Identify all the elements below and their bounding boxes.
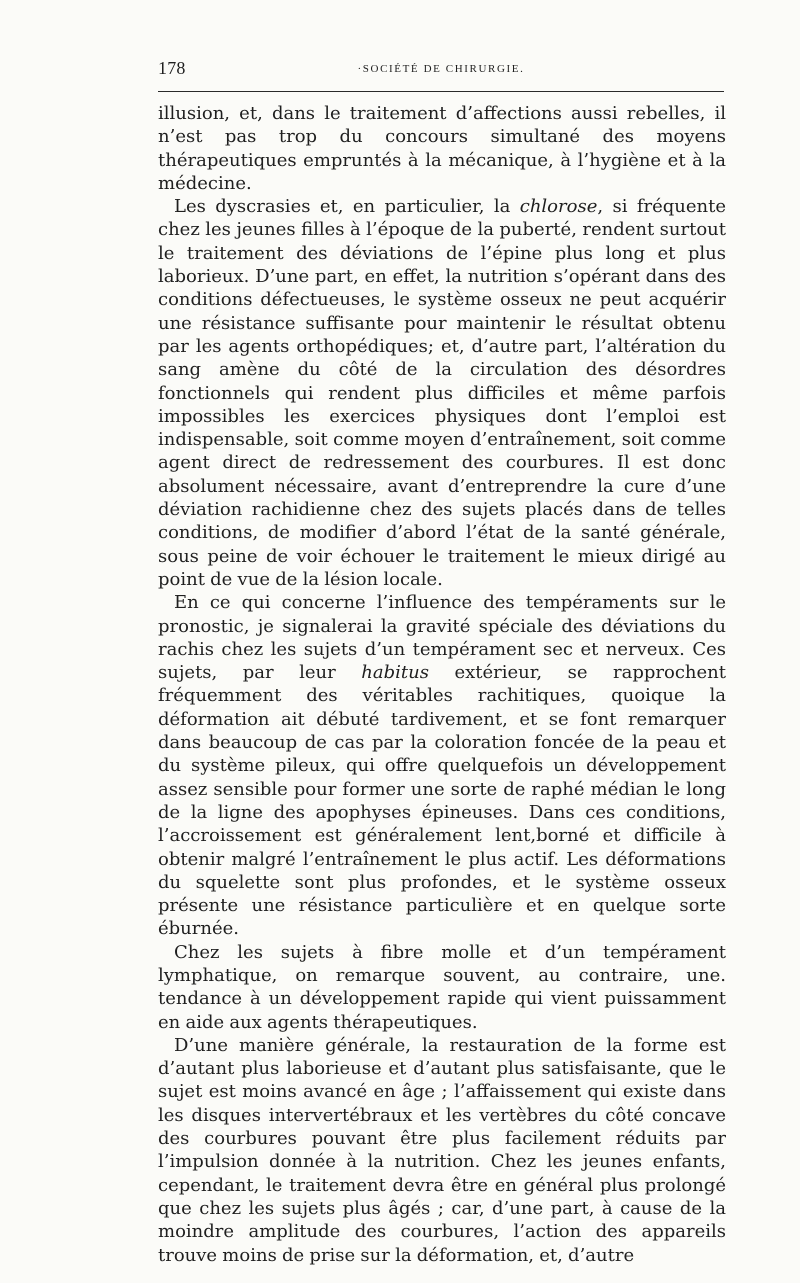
paragraph-4: Chez les sujets à fibre molle et d’un tempérament lymphatique, on remarque souvent, au contraire, une. tendance à un développement rapide qui vient puissamment en aide aux agents thérapeutiques. xyxy=(158,941,726,1033)
paragraph-2: Les dyscrasies et, en particulier, la chlorose, si fréquente chez les jeunes filles à l’époque de la puberté, rendent surtout le traitement des déviations de l’épine plus long et plus laborieux. D’une part, en effet, la nutrition s’opérant dans des conditions défectueuses, le système osseux ne peut acquérir une résistance suffisante pour maintenir le résultat obtenu par les agents orthopédiques; et, d’autre part, l’altération du sang amène du côté de la circulation des désordres fonctionnels qui rendent plus difficiles et même parfois impossibles les exercices physiques dont l’emploi est indispensable, soit comme moyen d’entraînement, soit comme agent direct de redressement des courbures. Il est donc absolument nécessaire, avant d’entreprendre la cure d’une déviation rachidienne chez des sujets placés dans de telles conditions, de modifier d’abord l’état de la santé générale, sous peine de voir échouer le traitement le mieux dirigé au point de vue de la lésion locale. xyxy=(158,196,727,590)
running-header xyxy=(158,58,724,84)
header-rule xyxy=(158,91,724,92)
body-text xyxy=(158,102,726,1267)
italic-term-habitus: habitus xyxy=(361,662,429,684)
page-number: 178 xyxy=(158,58,186,78)
running-title: ·SOCIÉTÉ DE CHIRURGIE. xyxy=(357,63,525,75)
paragraph-1: illusion, et, dans le traitement d’affections aussi rebelles, il n’est pas trop du concours simultané des moyens thérapeutiques empruntés à la mécanique, à l’hygiène et à la médecine. xyxy=(158,103,726,194)
paragraph-5: D’une manière générale, la restauration de la forme est d’autant plus laborieuse et d’autant plus satisfaisante, que le sujet est moins avancé en âge ; l’affaissement qui existe dans les disques intervertébraux et les vertèbres du côté concave des courbures pouvant être plus facilement réduits par l’impulsion donnée à la nutrition. Chez les jeunes enfants, cependant, le traitement devra être en général plus prolongé que chez les sujets plus âgés ; car, d’une part, à cause de la moindre amplitude des courbures, l’action des appareils trouve moins de prise sur la déformation, et, d’autre xyxy=(158,1034,726,1266)
paragraph-3: En ce qui concerne l’influence des tempéraments sur le pronostic, je signalerai la gravité spéciale des déviations du rachis chez les sujets d’un tempérament sec et nerveux. Ces sujets, par leur habitus extérieur, se rapprochent fréquemment des véritables rachitiques, quoique la déformation ait débuté tardivement, et se font remarquer dans beaucoup de cas par la coloration foncée de la peau et du système pileux, qui offre quelquefois un développement assez sensible pour former une sorte de raphé médian le long de la ligne des apophyses épineuses. Dans ces conditions, l’accroissement est généralement lent,borné et difficile à obtenir malgré l’entraînement le plus actif. Les déformations du squelette sont plus profondes, et le système osseux présente une résistance particulière et en quelque sorte éburnée. xyxy=(158,592,726,940)
italic-term-chlorose: chlorose xyxy=(519,196,598,218)
